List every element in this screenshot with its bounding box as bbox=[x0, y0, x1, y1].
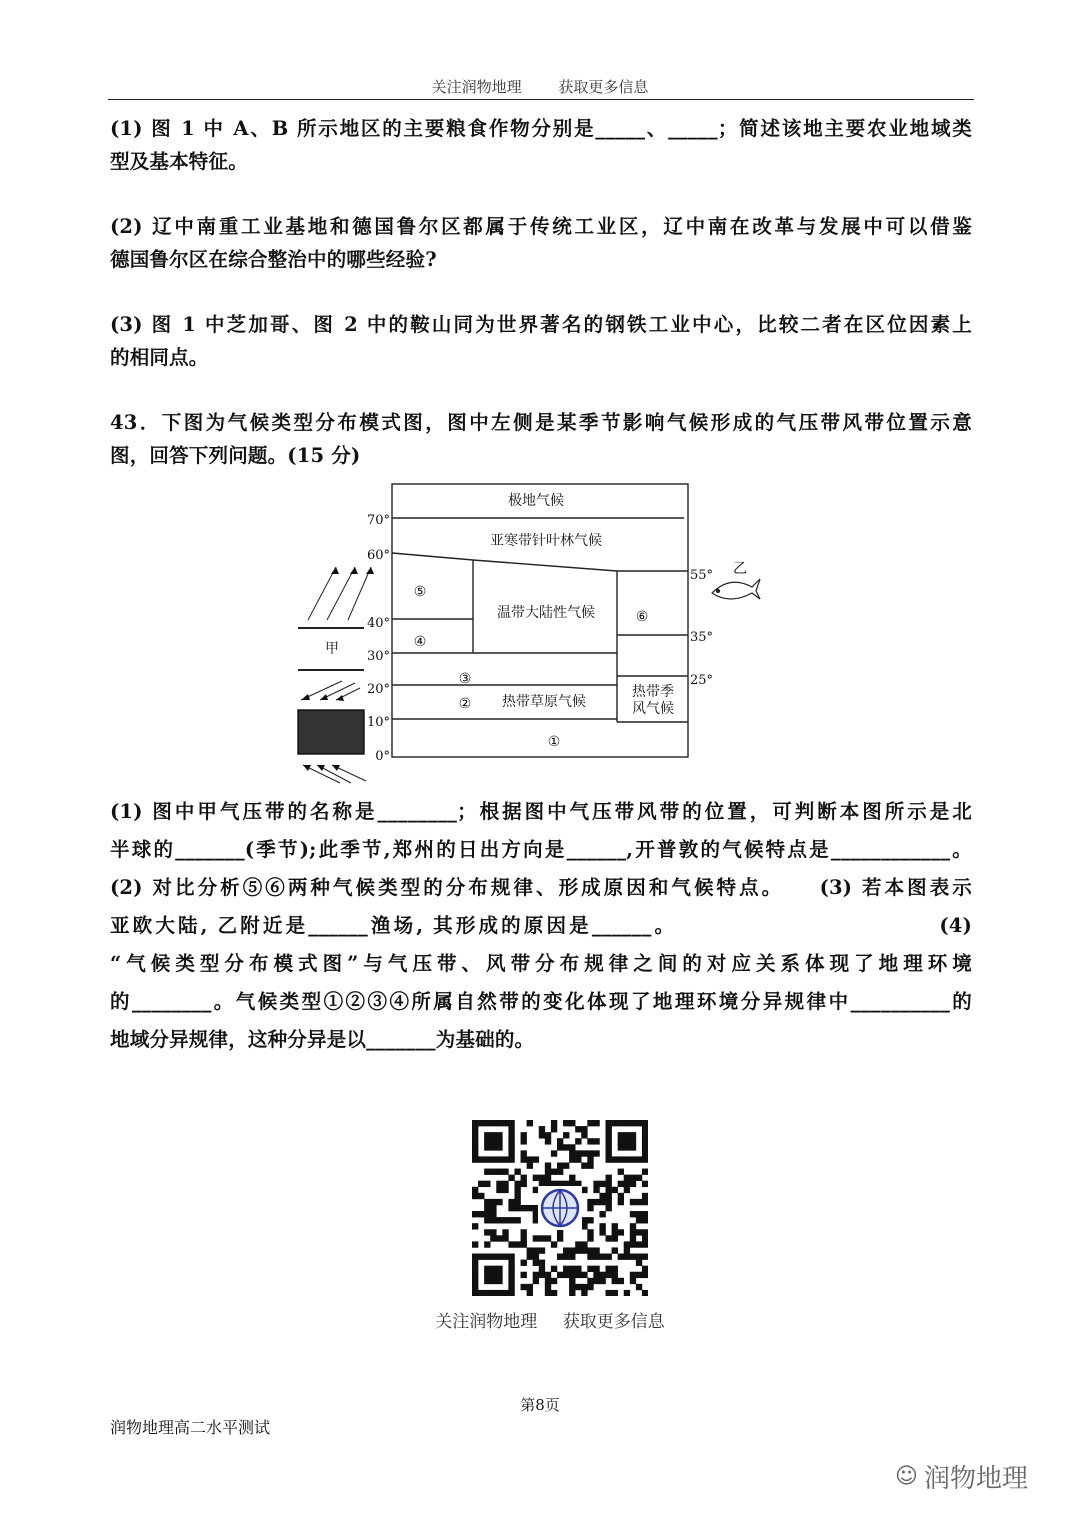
region-continental: 温带大陆性气候 bbox=[497, 605, 595, 621]
q43-line: 半球的_______(季节);此季节,郑州的日出方向是______,开普敦的气候特点是____________。 bbox=[110, 838, 972, 861]
qr-caption-right: 获取更多信息 bbox=[562, 1312, 665, 1332]
lat-label: 35° bbox=[690, 630, 714, 645]
header-right: 获取更多信息 bbox=[558, 78, 649, 96]
q43-line: 地域分异规律，这种分异是以_______为基础的。 bbox=[110, 1028, 535, 1051]
q43-line: “气候类型分布模式图”与气压带、风带分布规律之间的对应关系体现了地理环境 bbox=[110, 952, 972, 975]
lat-label: 30° bbox=[366, 649, 390, 664]
qr-code[interactable] bbox=[472, 1120, 648, 1296]
pressure-belt-jia: 甲 bbox=[325, 641, 339, 657]
q42-line: 的相同点。 bbox=[110, 346, 209, 369]
fishery-yi: 乙 bbox=[733, 561, 747, 577]
region-savanna: 热带草原气候 bbox=[502, 694, 586, 710]
header-rule bbox=[108, 99, 974, 100]
region-subarctic: 亚寒带针叶林气候 bbox=[490, 533, 602, 549]
label-4: ④ bbox=[413, 634, 427, 650]
q43-intro: 图，回答下列问题。(15 分) bbox=[110, 444, 361, 467]
q43-line: (2) 对比分析⑤⑥两种气候类型的分布规律、形成原因和气候特点。 (3) 若本图表示 bbox=[110, 876, 972, 899]
fish-icon bbox=[712, 579, 760, 599]
qr-caption bbox=[0, 1307, 1080, 1332]
watermark-text: 润物地理 bbox=[923, 1464, 1028, 1494]
q43-intro: 43．下图为气候类型分布模式图，图中左侧是某季节影响气候形成的气压带风带位置示意 bbox=[110, 411, 972, 434]
region-monsoon: 风气候 bbox=[632, 701, 674, 717]
q43-line: 亚欧大陆, 乙附近是______渔场, 其形成的原因是______。 (4) bbox=[110, 914, 972, 937]
climate-distribution-diagram bbox=[290, 475, 770, 785]
q42-line: (2) 辽中南重工业基地和德国鲁尔区都属于传统工业区，辽中南在改革与发展中可以借鉴 bbox=[110, 215, 972, 238]
label-3: ③ bbox=[458, 671, 472, 687]
label-5: ⑤ bbox=[413, 584, 427, 600]
q43-line: 的________。气候类型①②③④所属自然带的变化体现了地理环境分异规律中__________的 bbox=[110, 990, 972, 1013]
lat-label: 25° bbox=[690, 673, 714, 688]
label-2: ② bbox=[458, 696, 472, 712]
lat-label: 0° bbox=[375, 749, 390, 764]
lat-label: 40° bbox=[366, 616, 390, 631]
lat-label: 55° bbox=[690, 568, 714, 583]
wechat-icon: ☺ bbox=[895, 1464, 918, 1489]
region-polar: 极地气候 bbox=[508, 493, 564, 509]
page-number: 第8页 bbox=[520, 1396, 560, 1414]
wechat-watermark bbox=[895, 1458, 1028, 1495]
lat-label: 20° bbox=[366, 682, 390, 697]
footer-text: 润物地理高二水平测试 bbox=[110, 1418, 271, 1437]
lat-label: 60° bbox=[366, 548, 390, 563]
lat-label: 10° bbox=[366, 715, 390, 730]
q42-line: (1) 图 1 中 A、B 所示地区的主要粮食作物分别是_____、_____；简述该地主要农业地域类 bbox=[110, 117, 972, 140]
q43-line: (1) 图中甲气压带的名称是________；根据图中气压带风带的位置，可判断本图所示是北 bbox=[110, 800, 972, 823]
region-monsoon: 热带季 bbox=[632, 684, 674, 700]
lat-label: 70° bbox=[366, 513, 390, 528]
label-6: ⑥ bbox=[635, 609, 649, 625]
q42-line: (3) 图 1 中芝加哥、图 2 中的鞍山同为世界著名的钢铁工业中心，比较二者在区位因素上 bbox=[110, 313, 972, 336]
page-header bbox=[0, 76, 1080, 97]
q42-line: 型及基本特征。 bbox=[110, 150, 248, 173]
q42-line: 德国鲁尔区在综合整治中的哪些经验? bbox=[110, 248, 437, 271]
header-left: 关注润物地理 bbox=[431, 78, 522, 96]
label-1: ① bbox=[547, 734, 561, 750]
qr-caption-left: 关注润物地理 bbox=[435, 1312, 538, 1332]
